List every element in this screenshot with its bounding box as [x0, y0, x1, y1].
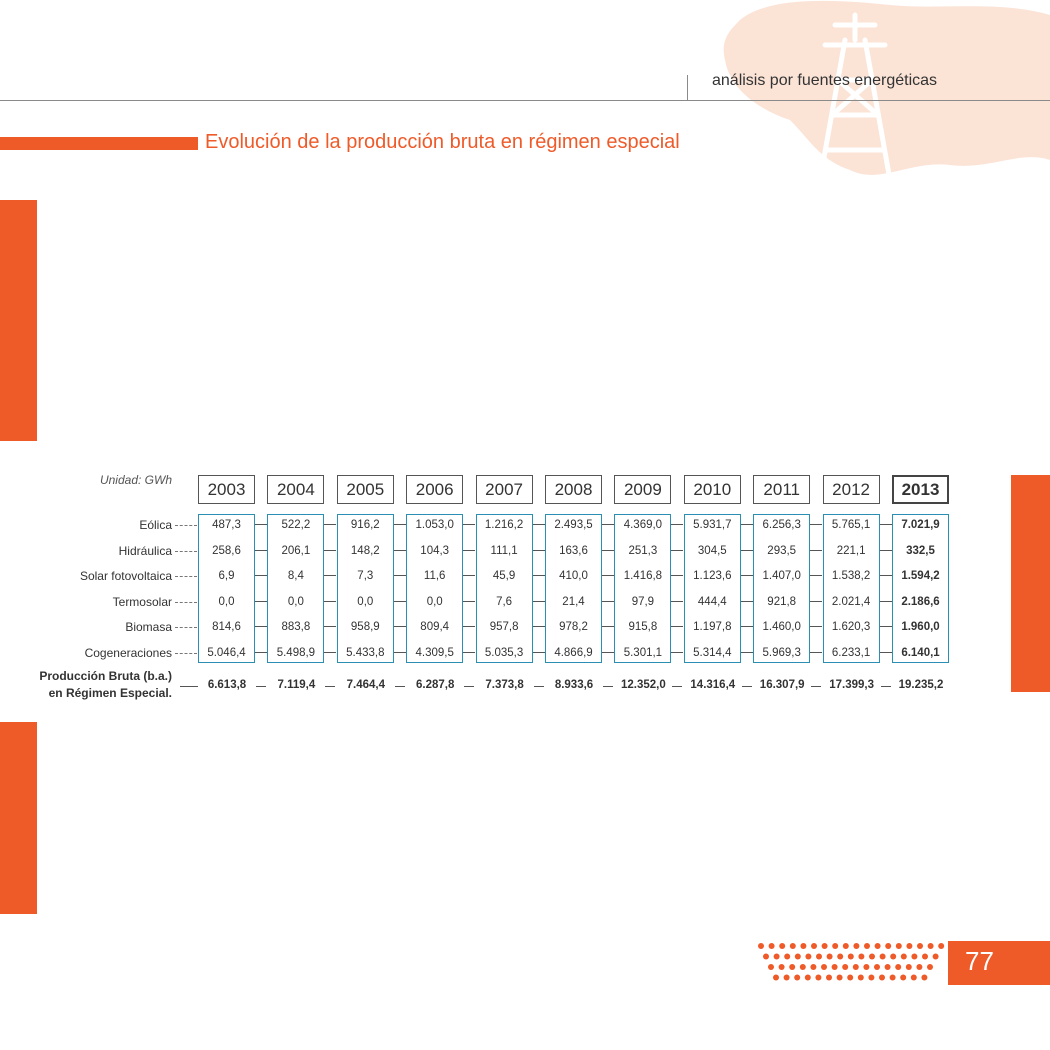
- total-connector: [603, 686, 613, 687]
- title-accent-bar: [0, 137, 198, 150]
- row-label: Eólica: [139, 518, 172, 532]
- table-cell: 6.233,1: [831, 647, 871, 659]
- table-cell: 111,1: [490, 545, 518, 557]
- row-connector: [394, 601, 406, 602]
- table-cell: 148,2: [350, 545, 380, 557]
- row-connector: [671, 524, 683, 525]
- total-value: 6.613,8: [207, 679, 247, 691]
- table-cell: 21,4: [562, 596, 585, 608]
- decorative-dot: [768, 964, 774, 970]
- decorative-dot: [885, 964, 891, 970]
- row-connector: [394, 550, 406, 551]
- year-column: [267, 514, 324, 663]
- row-connector: [810, 575, 822, 576]
- decorative-dot: [784, 975, 790, 981]
- table-cell: 916,2: [350, 519, 380, 531]
- row-connector: [324, 601, 336, 602]
- decorative-dot: [794, 975, 800, 981]
- row-connector: [255, 601, 267, 602]
- row-connector: [463, 575, 475, 576]
- page-number-box: [948, 941, 1050, 985]
- row-connector: [602, 575, 614, 576]
- year-header: 2011: [753, 475, 810, 504]
- row-connector: [741, 626, 753, 627]
- row-connector: [533, 524, 545, 525]
- total-value: 7.373,8: [485, 679, 524, 691]
- decorative-dot: [811, 943, 817, 949]
- year-header: 2013: [892, 475, 949, 504]
- table-cell: 1.460,0: [762, 621, 801, 633]
- table-cell: 11,6: [423, 570, 446, 582]
- total-leader: [180, 686, 198, 687]
- row-connector: [880, 550, 892, 551]
- row-connector: [463, 601, 475, 602]
- row-connector: [255, 652, 267, 653]
- table-cell: 221,1: [836, 545, 866, 557]
- total-value: 14.316,4: [690, 679, 736, 691]
- row-connector: [880, 652, 892, 653]
- total-connector: [464, 686, 474, 687]
- total-value: 17.399,3: [829, 679, 874, 691]
- decorative-dot: [933, 954, 939, 960]
- decorative-dot: [847, 975, 853, 981]
- year-column: [406, 514, 463, 663]
- decorative-dot: [843, 943, 849, 949]
- row-connector: [533, 550, 545, 551]
- table-cell: 410,0: [559, 570, 588, 582]
- row-connector: [810, 524, 822, 525]
- row-connector: [741, 550, 753, 551]
- decorative-dot: [832, 964, 838, 970]
- row-connector: [810, 626, 822, 627]
- decorative-dot: [928, 943, 934, 949]
- decorative-dot: [810, 964, 816, 970]
- decorative-dot: [900, 975, 906, 981]
- decorative-dot: [895, 964, 901, 970]
- table-cell: 0,0: [357, 596, 374, 608]
- table-cell: 5.498,9: [276, 647, 316, 659]
- table-cell: 958,9: [350, 621, 380, 633]
- year-column: [684, 514, 741, 663]
- table-cell: 5.046,4: [207, 647, 246, 659]
- right-accent-bar: [1011, 475, 1050, 692]
- row-leader: [175, 576, 197, 577]
- year-column: [823, 514, 880, 663]
- decorative-dot: [795, 954, 801, 960]
- table-cell: 1.216,2: [484, 519, 524, 531]
- table-cell: 0,0: [218, 596, 235, 608]
- decorative-dot: [916, 964, 922, 970]
- table-cell: 1.197,8: [693, 621, 732, 633]
- row-label: Cogeneraciones: [84, 646, 172, 660]
- decorative-dot: [858, 975, 864, 981]
- total-value: 6.287,8: [416, 679, 455, 691]
- table-cell: 0,0: [287, 596, 304, 608]
- row-connector: [324, 626, 336, 627]
- decorative-dot: [911, 954, 917, 960]
- decorative-dot: [837, 975, 843, 981]
- decorative-dot: [805, 954, 811, 960]
- decorative-dot: [938, 943, 944, 949]
- row-connector: [880, 601, 892, 602]
- table-cell: 978,2: [559, 621, 588, 633]
- year-column: [892, 514, 949, 663]
- row-connector: [533, 652, 545, 653]
- left-accent-bar-top: [0, 200, 37, 441]
- table-cell: 1.620,3: [831, 621, 871, 633]
- decorative-dot: [774, 954, 780, 960]
- row-connector: [255, 550, 267, 551]
- row-connector: [671, 601, 683, 602]
- row-connector: [533, 601, 545, 602]
- decorative-dot: [874, 964, 880, 970]
- row-leader: [175, 525, 197, 526]
- table-cell: 6,9: [218, 570, 235, 582]
- table-cell: 1.053,0: [415, 519, 454, 531]
- row-connector: [533, 575, 545, 576]
- table-cell: 97,9: [631, 596, 655, 608]
- table-cell: 814,6: [212, 621, 241, 633]
- total-connector: [881, 686, 891, 687]
- total-connector: [395, 686, 405, 687]
- total-value: 19.235,2: [898, 679, 944, 691]
- table-cell: 1.538,2: [831, 570, 871, 582]
- row-leader: [175, 653, 197, 654]
- row-connector: [741, 601, 753, 602]
- total-connector: [534, 686, 544, 687]
- header-rule: [0, 100, 1050, 101]
- decorative-dot: [863, 964, 869, 970]
- header-separator: [687, 75, 688, 100]
- year-header: 2010: [684, 475, 741, 504]
- decorative-dot: [917, 943, 923, 949]
- row-connector: [324, 652, 336, 653]
- table-cell: 883,8: [281, 621, 311, 633]
- row-connector: [602, 652, 614, 653]
- page-title: Evolución de la producción bruta en régimen especial: [205, 131, 680, 153]
- table-cell: 332,5: [906, 545, 935, 557]
- row-connector: [810, 652, 822, 653]
- table-cell: 5.301,1: [623, 647, 663, 659]
- table-cell: 1.416,8: [623, 570, 663, 582]
- decorative-dot: [758, 943, 764, 949]
- year-header: 2006: [406, 475, 463, 504]
- year-column: [545, 514, 602, 663]
- table-cell: 4.866,9: [554, 647, 593, 659]
- row-connector: [463, 652, 475, 653]
- year-header: 2012: [823, 475, 880, 504]
- row-connector: [324, 524, 336, 525]
- table-cell: 4.369,0: [623, 519, 663, 531]
- decorative-dot: [853, 964, 859, 970]
- decorative-dot: [885, 943, 891, 949]
- row-connector: [880, 575, 892, 576]
- decorative-dot: [822, 943, 828, 949]
- row-connector: [671, 626, 683, 627]
- decorative-dot: [769, 943, 775, 949]
- decorative-dot: [827, 954, 833, 960]
- decorative-dot: [826, 975, 832, 981]
- row-connector: [255, 575, 267, 576]
- row-connector: [602, 550, 614, 551]
- decorative-dot: [927, 964, 933, 970]
- row-connector: [463, 524, 475, 525]
- decorative-dots: [756, 942, 946, 986]
- row-connector: [602, 626, 614, 627]
- table-cell: 1.594,2: [901, 570, 940, 582]
- table-cell: 1.407,0: [762, 570, 801, 582]
- row-label: Solar fotovoltaica: [79, 569, 172, 583]
- decorative-dot: [779, 964, 785, 970]
- table-cell: 522,2: [281, 519, 311, 531]
- row-connector: [671, 652, 683, 653]
- row-connector: [255, 626, 267, 627]
- decorative-dot: [773, 975, 779, 981]
- table-cell: 1.960,0: [901, 621, 940, 633]
- decorative-dot: [890, 975, 896, 981]
- decorative-dot: [853, 943, 859, 949]
- table-cell: 921,8: [767, 596, 797, 608]
- row-connector: [463, 550, 475, 551]
- row-connector: [394, 626, 406, 627]
- total-connector: [672, 686, 682, 687]
- decorative-dot: [800, 943, 806, 949]
- table-cell: 258,6: [212, 545, 241, 557]
- row-connector: [671, 575, 683, 576]
- table-cell: 444,4: [697, 596, 727, 608]
- table-cell: 7.021,9: [901, 519, 940, 531]
- table-cell: 5.931,7: [693, 519, 732, 531]
- table-cell: 5.035,3: [484, 647, 524, 659]
- decorative-dot: [890, 954, 896, 960]
- year-header: 2007: [476, 475, 533, 504]
- decorative-dot: [821, 964, 827, 970]
- year-header: 2008: [545, 475, 602, 504]
- row-connector: [810, 601, 822, 602]
- table-cell: 45,9: [492, 570, 516, 582]
- table-cell: 6.140,1: [901, 647, 940, 659]
- decorative-dot: [848, 954, 854, 960]
- row-connector: [533, 626, 545, 627]
- table-cell: 487,3: [212, 519, 241, 531]
- decorative-dot: [779, 943, 785, 949]
- row-connector: [394, 524, 406, 525]
- row-connector: [741, 575, 753, 576]
- year-header: 2009: [614, 475, 671, 504]
- decorative-dot: [805, 975, 811, 981]
- section-label: análisis por fuentes energéticas: [712, 72, 938, 89]
- row-connector: [394, 652, 406, 653]
- decorative-dot: [875, 943, 881, 949]
- row-connector: [671, 550, 683, 551]
- row-connector: [324, 550, 336, 551]
- year-column: [753, 514, 810, 663]
- row-label: Termosolar: [112, 595, 172, 609]
- total-label: Producción Bruta (b.a.): [39, 669, 172, 683]
- unit-label: Unidad: GWh: [99, 473, 172, 487]
- table-cell: 1.123,6: [693, 570, 732, 582]
- table-cell: 8,4: [287, 570, 304, 582]
- table-cell: 5.314,4: [693, 647, 732, 659]
- table-cell: 2.493,5: [554, 519, 593, 531]
- table-cell: 5.433,8: [346, 647, 385, 659]
- row-leader: [175, 627, 197, 628]
- decorative-dot: [911, 975, 917, 981]
- table-cell: 2.021,4: [831, 596, 871, 608]
- decorative-dot: [868, 975, 874, 981]
- year-column: [337, 514, 394, 663]
- decorative-dot: [869, 954, 875, 960]
- year-column: [476, 514, 533, 663]
- row-connector: [741, 652, 753, 653]
- decorative-dot: [790, 943, 796, 949]
- table-cell: 304,5: [697, 545, 727, 557]
- year-header: 2003: [198, 475, 255, 504]
- total-connector: [811, 686, 821, 687]
- row-connector: [463, 626, 475, 627]
- left-accent-bar-bottom: [0, 722, 37, 914]
- total-label: en Régimen Especial.: [48, 686, 172, 700]
- decorative-dot: [880, 954, 886, 960]
- total-value: 7.464,4: [346, 679, 385, 691]
- total-value: 7.119,4: [277, 679, 316, 691]
- table-cell: 4.309,5: [415, 647, 454, 659]
- year-column: [614, 514, 671, 663]
- decorative-dot: [864, 943, 870, 949]
- decorative-dot: [901, 954, 907, 960]
- decorative-dot: [879, 975, 885, 981]
- decorative-dot: [858, 954, 864, 960]
- total-connector: [256, 686, 266, 687]
- table-cell: 251,3: [628, 545, 658, 557]
- year-column: [198, 514, 255, 663]
- page-number: 77: [965, 946, 994, 976]
- table-cell: 163,6: [559, 545, 588, 557]
- year-header: 2004: [267, 475, 324, 504]
- row-connector: [394, 575, 406, 576]
- row-connector: [810, 550, 822, 551]
- row-connector: [602, 601, 614, 602]
- table-cell: 915,8: [628, 621, 658, 633]
- decorative-dot: [815, 975, 821, 981]
- decorative-dot: [906, 943, 912, 949]
- row-leader: [175, 551, 197, 552]
- row-connector: [324, 575, 336, 576]
- table-cell: 5.765,1: [831, 519, 871, 531]
- decorative-dot: [789, 964, 795, 970]
- row-leader: [175, 602, 197, 603]
- total-connector: [742, 686, 752, 687]
- decorative-dot: [763, 954, 769, 960]
- table-cell: 2.186,6: [901, 596, 940, 608]
- table-cell: 0,0: [426, 596, 443, 608]
- row-connector: [255, 524, 267, 525]
- table-cell: 809,4: [420, 621, 450, 633]
- table-cell: 5.969,3: [762, 647, 801, 659]
- row-label: Hidráulica: [118, 544, 172, 558]
- table-cell: 7,6: [496, 596, 513, 608]
- decorative-dot: [896, 943, 902, 949]
- row-connector: [880, 524, 892, 525]
- decorative-dot: [921, 975, 927, 981]
- table-cell: 293,5: [767, 545, 797, 557]
- table-cell: 6.256,3: [762, 519, 801, 531]
- decorative-dot: [842, 964, 848, 970]
- total-value: 16.307,9: [759, 679, 805, 691]
- total-value: 12.352,0: [621, 679, 666, 691]
- decorative-dot: [800, 964, 806, 970]
- decorative-dot: [816, 954, 822, 960]
- table-cell: 206,1: [281, 545, 311, 557]
- row-label: Biomasa: [125, 620, 172, 634]
- year-header: 2005: [337, 475, 394, 504]
- decorative-dot: [922, 954, 928, 960]
- table-cell: 7,3: [357, 570, 374, 582]
- total-value: 8.933,6: [554, 679, 594, 691]
- decorative-dot: [906, 964, 912, 970]
- table-cell: 957,8: [489, 621, 519, 633]
- decorative-dot: [837, 954, 843, 960]
- total-connector: [325, 686, 335, 687]
- row-connector: [602, 524, 614, 525]
- table-cell: 104,3: [420, 545, 450, 557]
- decorative-dot: [784, 954, 790, 960]
- row-connector: [880, 626, 892, 627]
- row-connector: [741, 524, 753, 525]
- decorative-dot: [832, 943, 838, 949]
